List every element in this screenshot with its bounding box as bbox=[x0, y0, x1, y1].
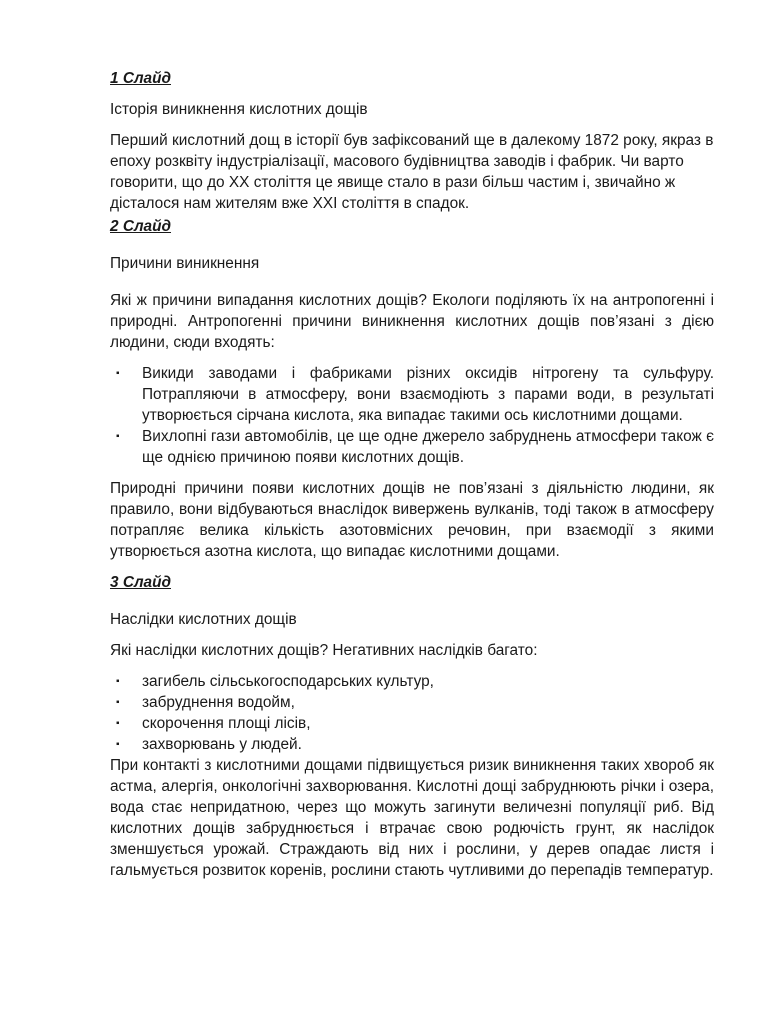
list-item-text: Вихлопні гази автомобілів, це ще одне джерело забруднень атмосфери також є ще однією причиною появи кислотних дощів. bbox=[142, 428, 714, 466]
slide-2-closing: Природні причини появи кислотних дощів не пов’язані з діяльністю людини, як правило, вони відбуваються внаслідок вивержень вулканів, тоді також в атмосферу потрапляє велика кількість азотовмісних речовин, при взаємодії з якими утворюється азотна кислота, що випадає кислотними дощами. bbox=[110, 480, 714, 560]
document-page bbox=[110, 68, 714, 891]
slide-2-bullet-list bbox=[110, 363, 714, 468]
slide-2-heading: 2 Слайд bbox=[110, 218, 171, 235]
list-item-text: забруднення водойм, bbox=[142, 694, 295, 711]
list-item-text: загибель сільськогосподарських культур, bbox=[142, 673, 434, 690]
list-item-text: захворювань у людей. bbox=[142, 736, 302, 753]
bullet-icon: ▪ bbox=[116, 431, 120, 442]
list-item bbox=[110, 692, 714, 713]
bullet-icon: ▪ bbox=[116, 676, 120, 687]
slide-1-heading: 1 Слайд bbox=[110, 70, 171, 87]
bullet-icon: ▪ bbox=[116, 368, 120, 379]
slide-1-section bbox=[110, 68, 714, 214]
slide-1-paragraph: Перший кислотний дощ в історії був зафіксований ще в далекому 1872 року, якраз в епоху розквіту індустріалізації, масового будівництва заводів і фабрик. Чи варто говорити, що до XX століття це явище стало в рази більш частим і, звичайно ж дісталося нам жителям вже XXI століття в спадок. bbox=[110, 132, 714, 212]
list-item-text: скорочення площі лісів, bbox=[142, 715, 311, 732]
slide-2-subtitle: Причини виникнення bbox=[110, 255, 260, 272]
slide-2-section bbox=[110, 216, 714, 562]
list-item bbox=[110, 734, 714, 755]
bullet-icon: ▪ bbox=[116, 739, 120, 750]
bullet-icon: ▪ bbox=[116, 718, 120, 729]
bullet-icon: ▪ bbox=[116, 697, 120, 708]
list-item-text: Викиди заводами і фабриками різних оксидів нітрогену та сульфуру. Потрапляючи в атмосферу, вони взаємодіють з парами води, в результаті утворюється сірчана кислота, яка випадає такими ось кислотними дощами. bbox=[142, 365, 714, 424]
slide-3-section bbox=[110, 572, 714, 881]
slide-3-subtitle: Наслідки кислотних дощів bbox=[110, 611, 297, 628]
list-item bbox=[110, 671, 714, 692]
slide-3-heading: 3 Слайд bbox=[110, 574, 171, 591]
slide-3-closing: При контакті з кислотними дощами підвищується ризик виникнення таких хвороб як астма, алергія, онкологічні захворювання. Кислотні дощі забруднюють річки і озера, вода стає непридатною, через що можуть загинути величезні популяції риб. Від кислотних дощів забруднюється і втрачає свою родючість грунт, як наслідок зменшується урожай. Страждають від них і рослини, у дерев опадає листя і гальмується розвиток коренів, рослини стають чутливими до перепадів температур. bbox=[110, 757, 714, 879]
slide-3-intro: Які наслідки кислотних дощів? Негативних наслідків багато: bbox=[110, 642, 538, 659]
slide-3-bullet-list bbox=[110, 671, 714, 755]
slide-2-intro: Які ж причини випадання кислотних дощів? Екологи поділяють їх на антропогенні і природні. Антропогенні причини виникнення кислотних дощів пов’язані з дією людини, сюди входять: bbox=[110, 292, 714, 351]
slide-1-subtitle: Історія виникнення кислотних дощів bbox=[110, 101, 368, 118]
list-item bbox=[110, 426, 714, 468]
list-item bbox=[110, 363, 714, 426]
list-item bbox=[110, 713, 714, 734]
